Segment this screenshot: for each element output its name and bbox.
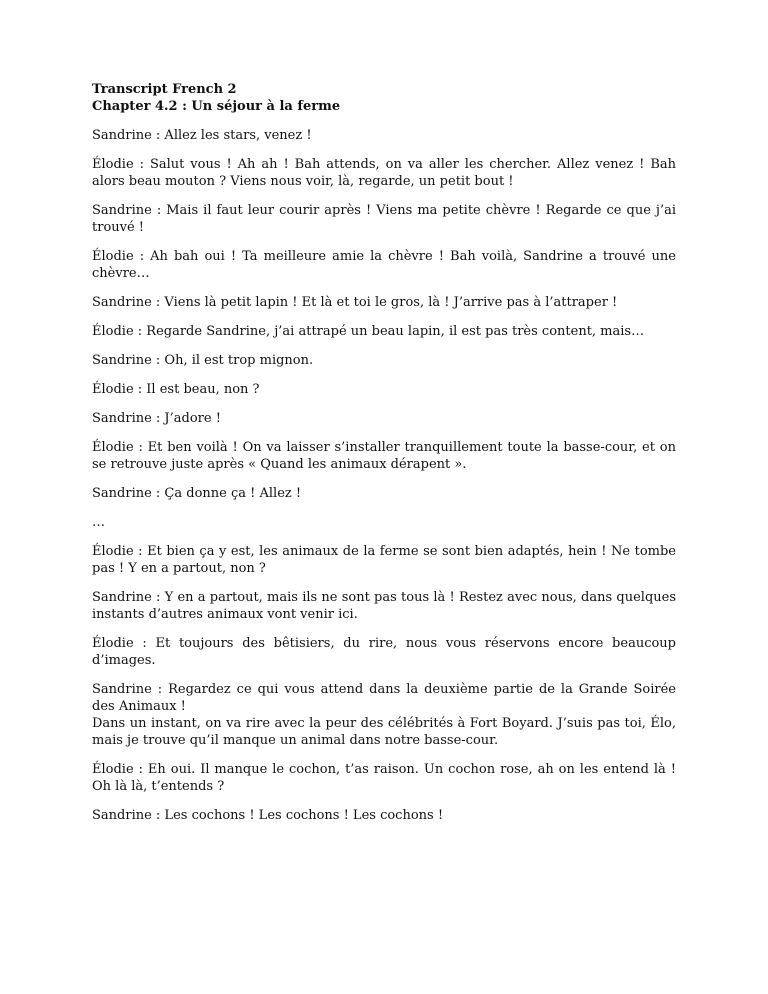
dialogue-line: Sandrine : Oh, il est trop mignon. xyxy=(92,353,314,368)
dialogue-line: Sandrine : Mais il faut leur courir après ! Viens ma petite chèvre ! Regarde ce que j’ai trouvé ! xyxy=(92,203,676,235)
dialogue-line: Sandrine : Viens là petit lapin ! Et là et toi le gros, là ! J’arrive pas à l’attraper ! xyxy=(92,295,618,310)
dialogue-line: Élodie : Et bien ça y est, les animaux de la ferme se sont bien adaptés, hein ! Ne tombe pas ! Y en a partout, non ? xyxy=(92,544,676,576)
dialogue-line: Sandrine : Les cochons ! Les cochons ! Les cochons ! xyxy=(92,808,444,823)
dialogue-line-multi xyxy=(92,681,676,749)
dialogue-line: Élodie : Ah bah oui ! Ta meilleure amie la chèvre ! Bah voilà, Sandrine a trouvé une chèvre… xyxy=(92,249,676,281)
dialogue-line: Sandrine : Ça donne ça ! Allez ! xyxy=(92,486,302,501)
dialogue-line-part: Sandrine : Regardez ce qui vous attend dans la deuxième partie de la Grande Soirée des Animaux ! xyxy=(92,682,676,714)
dialogue-line-part: Dans un instant, on va rire avec la peur des célébrités à Fort Boyard. J’suis pas toi, Élo, mais je trouve qu’il manque un animal dans notre basse-cour. xyxy=(92,716,676,748)
document-header xyxy=(92,81,676,115)
dialogue-line: Sandrine : J’adore ! xyxy=(92,411,221,426)
dialogue-line: Sandrine : Allez les stars, venez ! xyxy=(92,128,312,143)
dialogue-line: Élodie : Salut vous ! Ah ah ! Bah attends, on va aller les chercher. Allez venez ! Bah alors beau mouton ? Viens nous voir, là, regarde, un petit bout ! xyxy=(92,157,676,189)
dialogue-line: Élodie : Eh oui. Il manque le cochon, t’as raison. Un cochon rose, ah on les entend là ! Oh là là, t’entends ? xyxy=(92,762,676,794)
dialogue-line: Élodie : Et ben voilà ! On va laisser s’installer tranquillement toute la basse-cour, et on se retrouve juste après « Quand les animaux dérapent ». xyxy=(92,440,676,472)
dialogue-line: Élodie : Il est beau, non ? xyxy=(92,382,260,397)
dialogue-line: Élodie : Et toujours des bêtisiers, du rire, nous vous réservons encore beaucoup d’images. xyxy=(92,636,676,668)
scene-break: … xyxy=(92,515,105,530)
document-title: Transcript French 2 xyxy=(92,82,237,97)
dialogue-line: Élodie : Regarde Sandrine, j’ai attrapé un beau lapin, il est pas très content, mais… xyxy=(92,324,645,339)
chapter-title: Chapter 4.2 : Un séjour à la ferme xyxy=(92,99,341,114)
dialogue-line: Sandrine : Y en a partout, mais ils ne sont pas tous là ! Restez avec nous, dans quelques instants d’autres animaux vont venir ici. xyxy=(92,590,676,622)
